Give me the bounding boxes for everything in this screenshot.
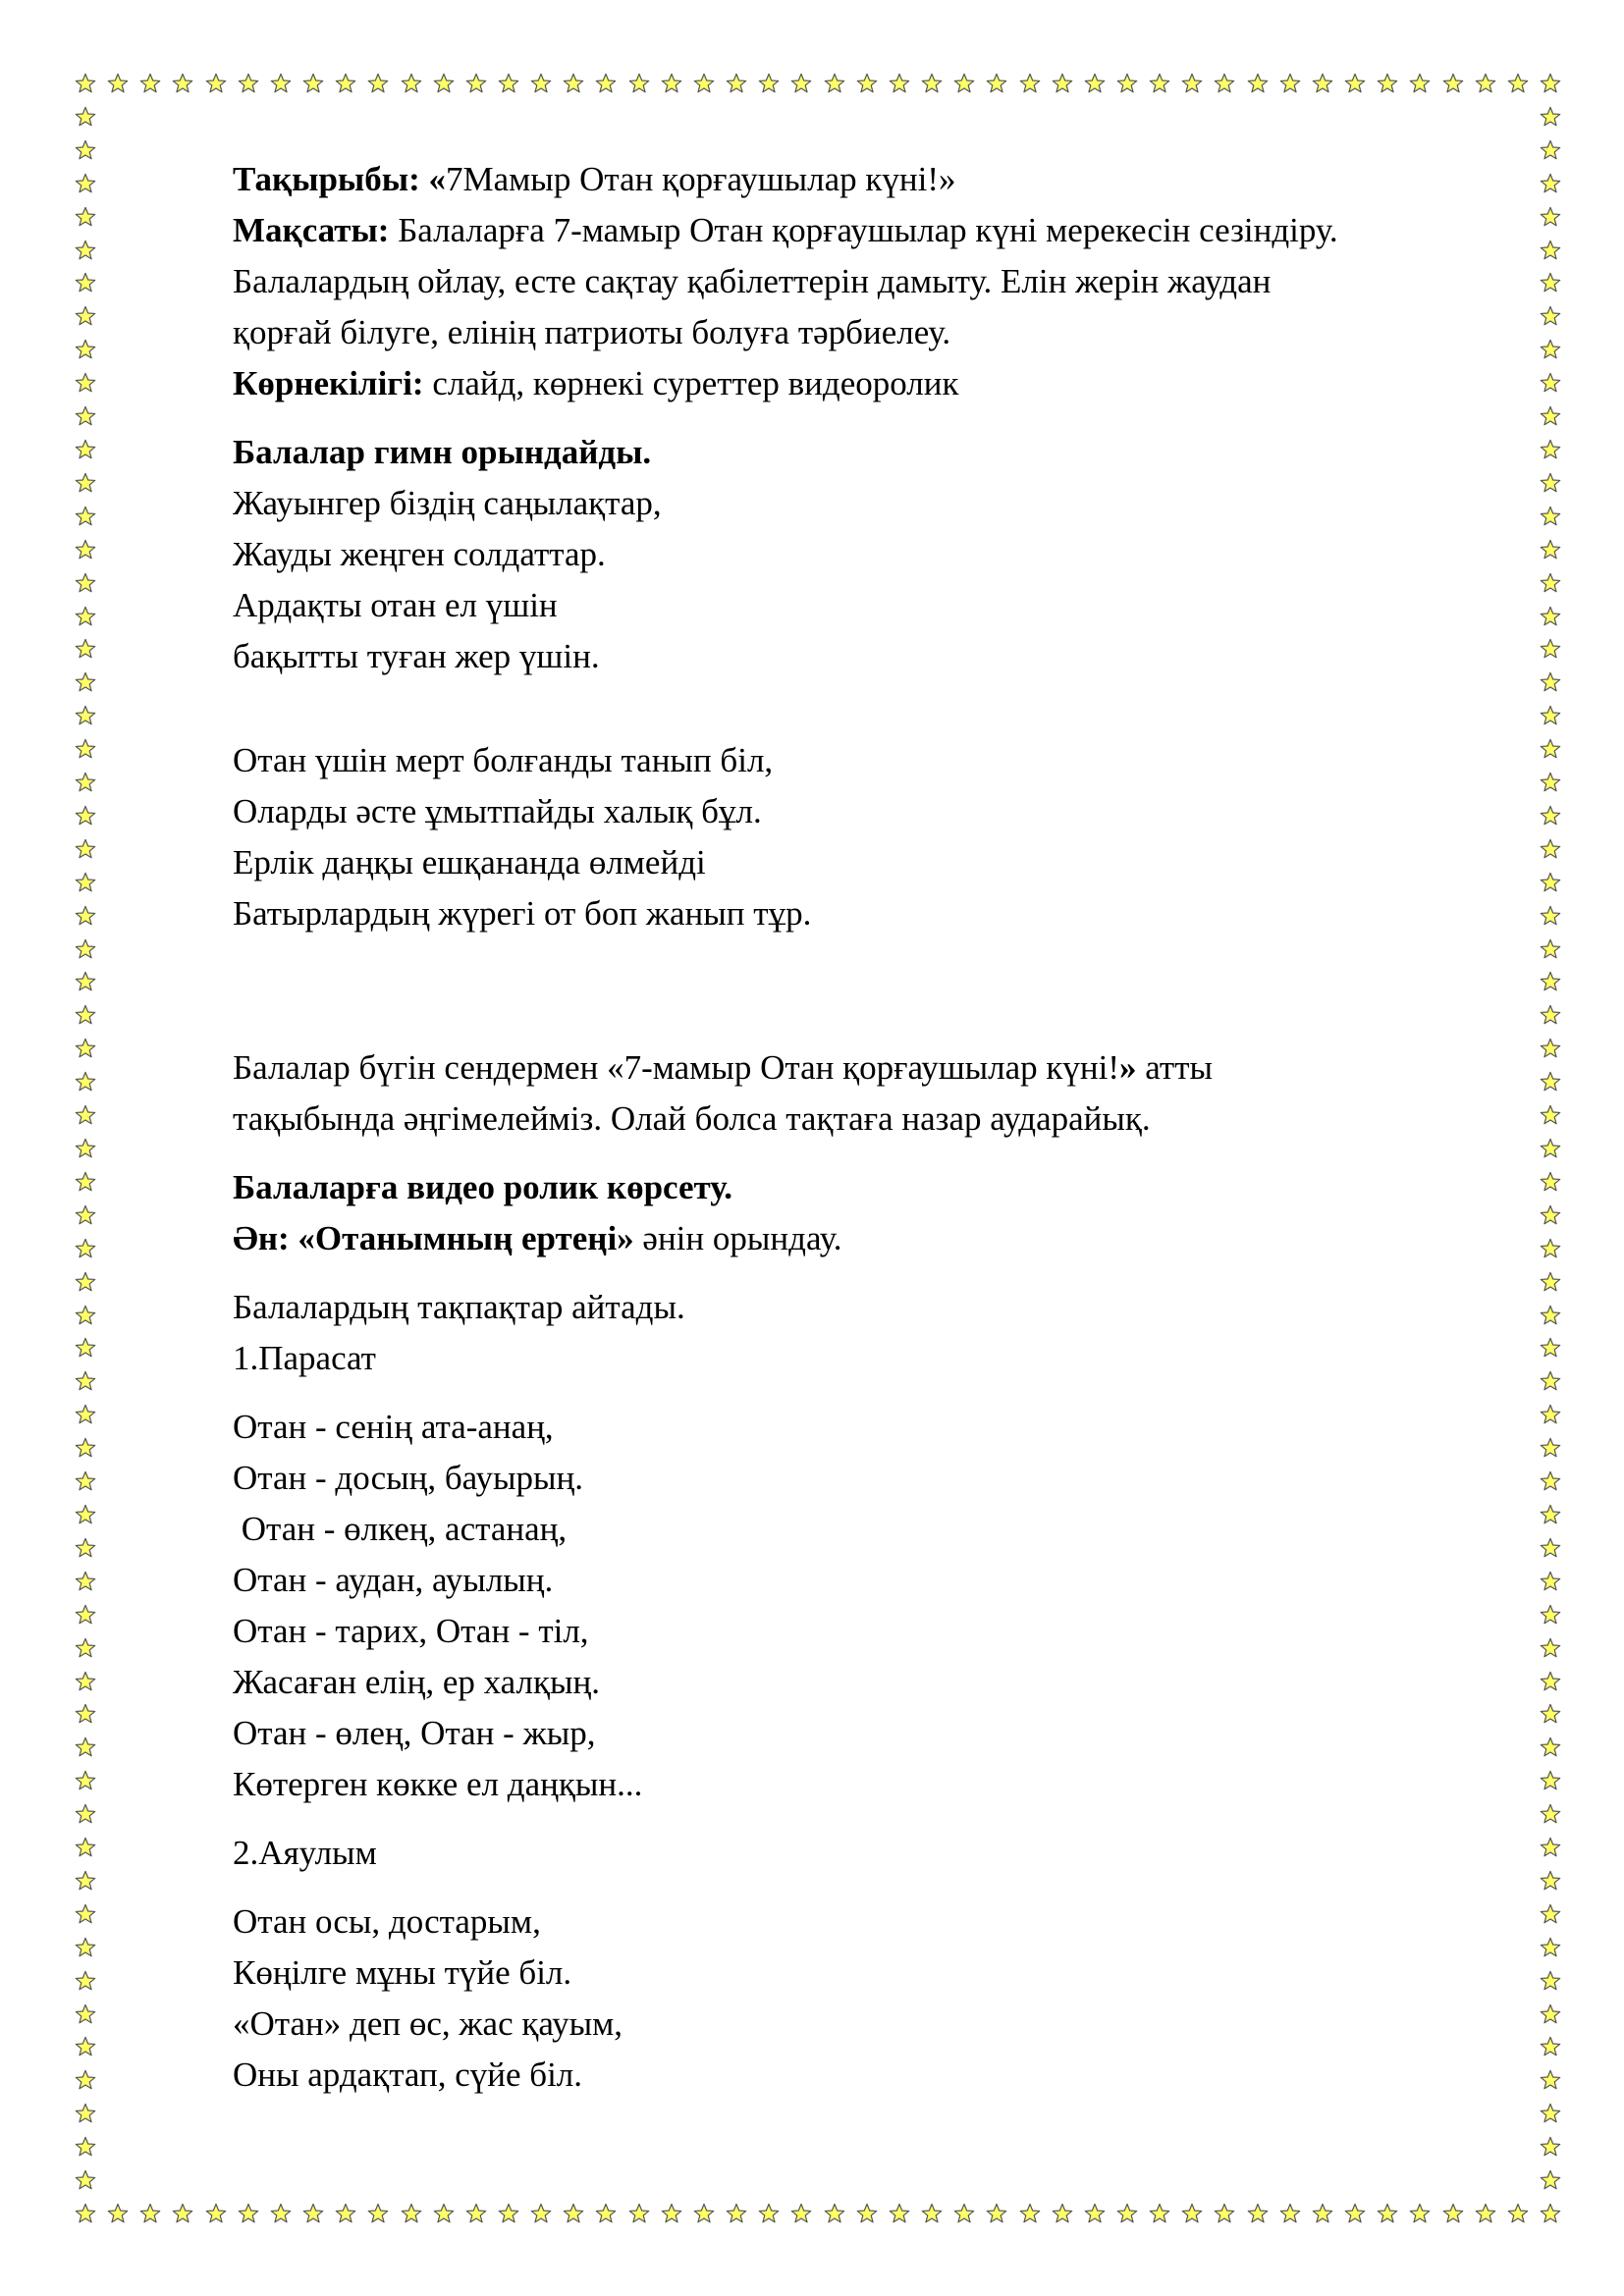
star-outline-icon	[856, 73, 878, 94]
star-outline-icon	[270, 2203, 292, 2224]
star-outline-icon	[726, 73, 747, 94]
star-outline-icon	[75, 1370, 96, 1392]
star-outline-icon	[75, 2003, 96, 2025]
star-outline-icon	[824, 73, 845, 94]
star-outline-icon	[1507, 73, 1529, 94]
poem-2	[233, 1896, 1529, 2101]
intro-quote-close: »	[1119, 1048, 1137, 1087]
star-outline-icon	[1540, 2103, 1561, 2124]
anthem-heading-text: Балалар гимн орындайды.	[233, 433, 652, 471]
star-outline-icon	[1540, 73, 1561, 94]
star-outline-icon	[75, 971, 96, 992]
star-outline-icon	[75, 1305, 96, 1326]
star-outline-icon	[953, 73, 975, 94]
star-outline-icon	[1507, 2203, 1529, 2224]
star-outline-icon	[1312, 2203, 1333, 2224]
star-outline-icon	[1442, 2203, 1464, 2224]
goal-line-2: Балалардың ойлау, есте сақтау қабілеттерін дамыту. Елін жерін жаудан	[233, 262, 1272, 300]
star-outline-icon	[75, 2203, 96, 2224]
star-outline-icon	[986, 2203, 1007, 2224]
star-outline-icon	[628, 73, 650, 94]
star-outline-icon	[335, 73, 356, 94]
star-outline-icon	[1475, 73, 1496, 94]
star-outline-icon	[75, 1537, 96, 1559]
verse-line: Батырлардың жүрегі от боп жанып тұр.	[233, 894, 812, 933]
star-outline-icon	[1377, 73, 1398, 94]
star-outline-icon	[1540, 1504, 1561, 1525]
star-outline-icon	[1279, 2203, 1301, 2224]
star-outline-icon	[790, 2203, 812, 2224]
star-outline-icon	[270, 73, 292, 94]
star-outline-icon	[1540, 472, 1561, 494]
poem-line: Жасаған елің, ер халқың.	[233, 1663, 600, 1701]
star-outline-icon	[1540, 1671, 1561, 1692]
video-heading	[233, 1162, 1529, 1213]
star-outline-icon	[75, 1803, 96, 1825]
star-outline-icon	[1540, 272, 1561, 294]
intro-line-1	[233, 1042, 1529, 1094]
topic-quote-open: «	[419, 160, 446, 198]
star-outline-icon	[1116, 73, 1138, 94]
star-outline-icon	[1344, 73, 1366, 94]
star-outline-icon	[1540, 1571, 1561, 1592]
star-outline-icon	[1214, 2203, 1235, 2224]
verse-line: Отан үшін мерт болғанды танып біл,	[233, 741, 774, 779]
star-outline-icon	[75, 1703, 96, 1725]
topic-label: Тақырыбы:	[233, 160, 420, 198]
star-outline-icon	[628, 2203, 650, 2224]
verse-line: Ерлік даңқы ешқананда өлмейді	[233, 843, 706, 881]
star-outline-icon	[75, 671, 96, 693]
star-outline-icon	[302, 2203, 324, 2224]
star-outline-icon	[75, 1837, 96, 1858]
star-outline-icon	[1540, 572, 1561, 594]
star-outline-icon	[75, 1138, 96, 1159]
star-outline-icon	[1540, 1204, 1561, 1226]
star-outline-icon	[1540, 240, 1561, 261]
star-outline-icon	[1019, 2203, 1041, 2224]
poem-line: Отан - өлең, Отан - жыр,	[233, 1714, 596, 1752]
star-outline-icon	[824, 2203, 845, 2224]
intro-line-2: тақыбында әңгімелейміз. Олай болса тақтаға назар аударайық.	[233, 1099, 1151, 1138]
star-outline-icon	[1540, 2203, 1561, 2224]
star-outline-icon	[1540, 405, 1561, 427]
star-outline-icon	[563, 2203, 584, 2224]
star-outline-icon	[1540, 1104, 1561, 1126]
star-outline-icon	[1540, 1337, 1561, 1359]
poem-line: Отан - өлкең, астанаң,	[233, 1510, 568, 1548]
star-outline-icon	[1540, 1903, 1561, 1925]
star-outline-icon	[75, 73, 96, 94]
video-heading-text: Балаларға видео ролик көрсету.	[233, 1168, 733, 1206]
star-outline-icon	[302, 73, 324, 94]
star-outline-icon	[921, 73, 943, 94]
star-outline-icon	[1540, 372, 1561, 394]
star-outline-icon	[1540, 1004, 1561, 1026]
star-outline-icon	[1540, 1171, 1561, 1193]
star-outline-icon	[1181, 2203, 1203, 2224]
star-outline-icon	[75, 539, 96, 561]
star-outline-icon	[661, 2203, 682, 2224]
visual-aids-line	[233, 358, 1529, 409]
star-outline-icon	[367, 73, 389, 94]
star-outline-icon	[75, 1604, 96, 1626]
star-outline-icon	[1149, 73, 1170, 94]
star-outline-icon	[1247, 2203, 1269, 2224]
star-outline-icon	[1540, 938, 1561, 960]
star-outline-icon	[75, 2169, 96, 2191]
star-outline-icon	[1540, 1770, 1561, 1791]
star-outline-icon	[433, 73, 455, 94]
star-outline-icon	[1052, 73, 1073, 94]
poem-line: Көңілге мұны түйе біл.	[233, 1953, 572, 1992]
star-outline-icon	[1540, 1970, 1561, 1992]
star-outline-icon	[563, 73, 584, 94]
star-outline-icon	[693, 2203, 715, 2224]
anthem-heading	[233, 427, 1529, 478]
star-outline-icon	[75, 272, 96, 294]
star-outline-icon	[238, 2203, 259, 2224]
star-outline-icon	[1540, 2136, 1561, 2158]
star-outline-icon	[75, 1970, 96, 1992]
star-outline-icon	[1540, 738, 1561, 760]
star-outline-icon	[75, 1870, 96, 1892]
poem-line: Отан - тарих, Отан - тіл,	[233, 1612, 589, 1650]
star-outline-icon	[75, 1337, 96, 1359]
star-outline-icon	[238, 73, 259, 94]
star-outline-icon	[1540, 1604, 1561, 1626]
star-outline-icon	[953, 2203, 975, 2224]
star-outline-icon	[1540, 1837, 1561, 1858]
star-outline-icon	[75, 1671, 96, 1692]
star-outline-icon	[75, 1204, 96, 1226]
star-outline-icon	[367, 2203, 389, 2224]
child-1-name: 1.Парасат	[233, 1339, 376, 1377]
star-outline-icon	[75, 439, 96, 460]
song-text: әнін орындау.	[633, 1219, 842, 1257]
star-outline-icon	[172, 2203, 193, 2224]
star-outline-icon	[75, 705, 96, 726]
poem-line: Отан - досың, бауырың.	[233, 1459, 583, 1497]
star-outline-icon	[1052, 2203, 1073, 2224]
star-outline-icon	[1475, 2203, 1496, 2224]
star-outline-icon	[661, 73, 682, 94]
star-outline-icon	[75, 572, 96, 594]
star-outline-icon	[75, 1004, 96, 1026]
song-line	[233, 1213, 1529, 1264]
star-outline-icon	[75, 1104, 96, 1126]
star-outline-icon	[75, 738, 96, 760]
star-outline-icon	[530, 73, 552, 94]
star-outline-icon	[498, 73, 519, 94]
star-outline-icon	[595, 73, 617, 94]
verse-line: Оларды әсте ұмытпайды халық бұл.	[233, 792, 762, 830]
star-outline-icon	[1540, 139, 1561, 161]
star-outline-icon	[401, 73, 422, 94]
star-outline-icon	[75, 1271, 96, 1293]
visual-aids-text: слайд, көрнекі суреттер видеоролик	[423, 364, 959, 402]
intro-text-a: Балалар бүгін сендермен «7-мамыр Отан қорғаушылар күні!	[233, 1048, 1120, 1087]
sayings-heading: Балалардың тақпақтар айтады.	[233, 1288, 685, 1326]
star-outline-icon	[1540, 905, 1561, 927]
star-outline-icon	[1540, 2169, 1561, 2191]
star-outline-icon	[139, 73, 161, 94]
poem-line: Отан - сенің ата-анаң,	[233, 1408, 554, 1446]
anthem-verse-2	[233, 735, 1529, 939]
goal-line-3: қорғай білуге, елінің патриоты болуға тәрбиелеу.	[233, 313, 951, 351]
star-outline-icon	[889, 2203, 910, 2224]
star-outline-icon	[75, 372, 96, 394]
star-outline-icon	[1540, 805, 1561, 827]
star-outline-icon	[75, 905, 96, 927]
goal-text: Балаларға 7-мамыр Отан қорғаушылар күні мерекесін сезіндіру.	[389, 211, 1338, 249]
star-outline-icon	[1540, 1703, 1561, 1725]
star-outline-icon	[1540, 1305, 1561, 1326]
star-outline-icon	[75, 638, 96, 660]
star-outline-icon	[1247, 73, 1269, 94]
topic-text: 7Мамыр Отан қорғаушылар күні!»	[446, 160, 956, 198]
star-outline-icon	[401, 2203, 422, 2224]
star-outline-icon	[75, 2103, 96, 2124]
star-outline-icon	[726, 2203, 747, 2224]
star-outline-icon	[1540, 638, 1561, 660]
star-outline-icon	[107, 73, 129, 94]
star-outline-icon	[75, 2136, 96, 2158]
star-outline-icon	[1540, 1537, 1561, 1559]
star-outline-icon	[75, 1571, 96, 1592]
star-outline-icon	[1540, 606, 1561, 627]
document-body	[233, 154, 1529, 2101]
star-outline-icon	[433, 2203, 455, 2224]
star-outline-icon	[75, 772, 96, 793]
star-outline-icon	[1540, 1370, 1561, 1392]
star-outline-icon	[1540, 2036, 1561, 2057]
visual-aids-label: Көрнекілігі:	[233, 364, 424, 402]
star-outline-icon	[1540, 1736, 1561, 1758]
poem-line: Оны ардақтап, сүйе біл.	[233, 2056, 583, 2094]
star-outline-icon	[75, 1937, 96, 1958]
star-outline-icon	[139, 2203, 161, 2224]
star-outline-icon	[335, 2203, 356, 2224]
star-outline-icon	[75, 1736, 96, 1758]
star-outline-icon	[75, 606, 96, 627]
star-outline-icon	[1442, 73, 1464, 94]
star-outline-icon	[75, 1404, 96, 1425]
star-outline-icon	[856, 2203, 878, 2224]
star-outline-icon	[1540, 173, 1561, 194]
star-outline-icon	[75, 1171, 96, 1193]
star-outline-icon	[921, 2203, 943, 2224]
star-outline-icon	[465, 2203, 487, 2224]
star-outline-icon	[1084, 73, 1106, 94]
star-outline-icon	[693, 73, 715, 94]
star-outline-icon	[75, 938, 96, 960]
star-outline-icon	[75, 2069, 96, 2091]
star-outline-icon	[75, 506, 96, 527]
star-outline-icon	[75, 240, 96, 261]
child-2-name: 2.Аяулым	[233, 1834, 377, 1872]
star-outline-icon	[205, 2203, 227, 2224]
star-outline-icon	[1540, 305, 1561, 327]
star-outline-icon	[1540, 772, 1561, 793]
star-outline-icon	[1279, 73, 1301, 94]
goal-line	[233, 205, 1529, 256]
star-outline-icon	[1540, 1071, 1561, 1093]
poem-1	[233, 1402, 1529, 1810]
star-outline-icon	[1116, 2203, 1138, 2224]
star-outline-icon	[1409, 2203, 1431, 2224]
star-outline-icon	[1540, 539, 1561, 561]
star-outline-icon	[75, 1637, 96, 1659]
topic-line	[233, 154, 1529, 205]
verse-line: Жауды жеңген солдаттар.	[233, 535, 606, 573]
star-outline-icon	[1540, 1038, 1561, 1059]
star-outline-icon	[1540, 1870, 1561, 1892]
star-outline-icon	[75, 339, 96, 360]
star-outline-icon	[75, 1238, 96, 1259]
star-outline-icon	[790, 73, 812, 94]
star-outline-icon	[1540, 1803, 1561, 1825]
verse-line: бақытты туған жер үшін.	[233, 637, 600, 675]
star-outline-icon	[1540, 1271, 1561, 1293]
star-outline-icon	[75, 872, 96, 893]
star-outline-icon	[465, 73, 487, 94]
star-outline-icon	[1540, 1637, 1561, 1659]
star-outline-icon	[1019, 73, 1041, 94]
poem-line: Отан осы, достарым,	[233, 1902, 541, 1941]
intro-text-c: атты	[1136, 1048, 1214, 1087]
star-outline-icon	[1540, 971, 1561, 992]
star-outline-icon	[1540, 838, 1561, 860]
star-outline-icon	[75, 106, 96, 128]
star-outline-icon	[75, 2036, 96, 2057]
star-outline-icon	[1540, 106, 1561, 128]
star-outline-icon	[75, 1770, 96, 1791]
star-outline-icon	[75, 472, 96, 494]
star-outline-icon	[75, 1470, 96, 1492]
poem-line: «Отан» деп өс, жас қауым,	[233, 2004, 623, 2043]
star-outline-icon	[1540, 339, 1561, 360]
star-outline-icon	[595, 2203, 617, 2224]
star-outline-icon	[1540, 872, 1561, 893]
star-outline-icon	[75, 206, 96, 228]
star-outline-icon	[75, 173, 96, 194]
star-outline-icon	[1540, 1138, 1561, 1159]
star-outline-icon	[1149, 2203, 1170, 2224]
star-outline-icon	[889, 73, 910, 94]
star-outline-icon	[205, 73, 227, 94]
star-outline-icon	[1540, 439, 1561, 460]
star-outline-icon	[1312, 73, 1333, 94]
star-outline-icon	[1540, 1238, 1561, 1259]
star-outline-icon	[75, 139, 96, 161]
poem-line: Көтерген көкке ел даңқын...	[233, 1765, 643, 1803]
star-outline-icon	[1540, 1437, 1561, 1459]
star-outline-icon	[1084, 2203, 1106, 2224]
star-outline-icon	[1540, 506, 1561, 527]
star-outline-icon	[1540, 206, 1561, 228]
star-outline-icon	[75, 805, 96, 827]
goal-label: Мақсаты:	[233, 211, 390, 249]
anthem-verse-1	[233, 478, 1529, 682]
star-outline-icon	[172, 73, 193, 94]
star-outline-icon	[1181, 73, 1203, 94]
star-outline-icon	[75, 1903, 96, 1925]
star-outline-icon	[1540, 2003, 1561, 2025]
poem-line: Отан - аудан, ауылың.	[233, 1561, 554, 1599]
star-outline-icon	[1540, 1404, 1561, 1425]
star-outline-icon	[758, 2203, 780, 2224]
star-outline-icon	[498, 2203, 519, 2224]
star-outline-icon	[75, 1071, 96, 1093]
star-outline-icon	[986, 73, 1007, 94]
song-label: Ән: «Отанымның ертеңі»	[233, 1219, 634, 1257]
star-outline-icon	[1214, 73, 1235, 94]
star-outline-icon	[75, 305, 96, 327]
star-outline-icon	[75, 405, 96, 427]
star-outline-icon	[758, 73, 780, 94]
star-outline-icon	[107, 2203, 129, 2224]
star-outline-icon	[1540, 1937, 1561, 1958]
verse-line: Ардақты отан ел үшін	[233, 586, 558, 624]
star-outline-icon	[1540, 1470, 1561, 1492]
star-outline-icon	[1540, 705, 1561, 726]
star-outline-icon	[530, 2203, 552, 2224]
star-outline-icon	[1344, 2203, 1366, 2224]
star-outline-icon	[1377, 2203, 1398, 2224]
star-outline-icon	[75, 1437, 96, 1459]
star-outline-icon	[75, 838, 96, 860]
star-outline-icon	[75, 1038, 96, 1059]
verse-line: Жауынгер біздің саңылақтар,	[233, 484, 662, 522]
star-outline-icon	[1540, 671, 1561, 693]
star-outline-icon	[1540, 2069, 1561, 2091]
star-outline-icon	[75, 1504, 96, 1525]
star-outline-icon	[1409, 73, 1431, 94]
